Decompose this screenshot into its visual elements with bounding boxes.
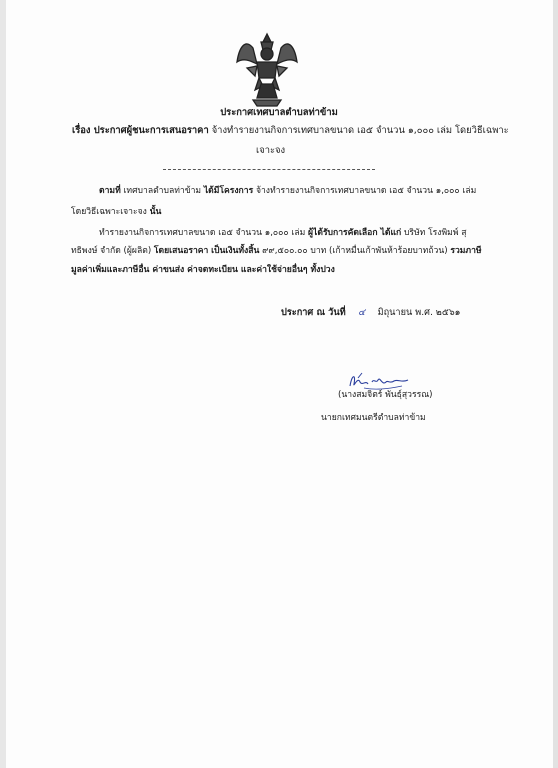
p2-offer: โดยเสนอราคา bbox=[153, 246, 209, 256]
signatory-name: (นางสมจิตร์ พันธุ์สุวรรณ) bbox=[338, 390, 433, 400]
paragraph-1-line-2 bbox=[71, 206, 161, 218]
divider-dashed bbox=[163, 169, 375, 170]
garuda-emblem-icon bbox=[233, 28, 301, 108]
p1-lead: ตามที่ bbox=[99, 186, 121, 196]
p2-selected: ผู้ได้รับการคัดเลือก ได้แก่ bbox=[308, 228, 402, 238]
date-label: ประกาศ ณ วันที่ bbox=[281, 307, 346, 318]
p2-total: เป็นเงินทั้งสิ้น bbox=[211, 246, 260, 256]
paragraph-1-line-1 bbox=[99, 185, 476, 197]
p1-end: นั้น bbox=[149, 207, 162, 217]
p2-amount: ๙๙,๕๐๐.๐๐ บาท (เก้าหมื่นเก้าพันห้าร้อยบาทถ้วน) bbox=[262, 246, 448, 256]
date-day: ๔ bbox=[358, 307, 366, 318]
p2-item: ทำรายงานกิจการเทศบาลขนาด เอ๕ จำนวน ๑,๐๐๐ เล่ม bbox=[99, 228, 306, 238]
subject-line bbox=[72, 125, 509, 137]
p2-vendor-start: บริษัท โรงพิมพ์ สุ bbox=[403, 228, 467, 238]
signatory-position: นายกเทศมนตรีตำบลท่าข้าม bbox=[321, 413, 426, 423]
paragraph-2-line-3: มูลค่าเพิ่มและภาษีอื่น ค่าขนส่ง ค่าจดทะเบียน และค่าใช้จ่ายอื่นๆ ทั้งปวง bbox=[71, 265, 335, 275]
subject-continuation: เจาะจง bbox=[256, 145, 286, 156]
p2-incl: รวมภาษี bbox=[450, 246, 482, 256]
paragraph-2-line-2 bbox=[71, 245, 482, 257]
date-month-year: มิถุนายน พ.ศ. ๒๕๖๑ bbox=[377, 307, 461, 318]
document-title: ประกาศเทศบาลตำบลท่าข้าม bbox=[220, 107, 338, 118]
announcement-date bbox=[281, 307, 460, 319]
subject-label: เรื่อง ประกาศผู้ชนะการเสนอราคา bbox=[72, 125, 209, 136]
p1-method: โดยวิธีเฉพาะเจาะจง bbox=[71, 207, 147, 217]
p1-org: เทศบาลตำบลท่าข้าม bbox=[123, 186, 202, 196]
p1-action: ได้มีโครงการ bbox=[203, 186, 254, 196]
paragraph-2-line-1 bbox=[99, 227, 466, 239]
p2-vendor-end: ทธิพงษ์ จำกัด (ผู้ผลิต) bbox=[71, 246, 152, 256]
subject-text: จ้างทำรายงานกิจการเทศบาลขนาด เอ๕ จำนวน ๑,๐๐๐ เล่ม โดยวิธีเฉพาะ bbox=[211, 125, 509, 136]
p1-rest: จ้างทำรายงานกิจการเทศบาลขนาด เอ๕ จำนวน ๑,๐๐๐ เล่ม bbox=[255, 186, 477, 196]
